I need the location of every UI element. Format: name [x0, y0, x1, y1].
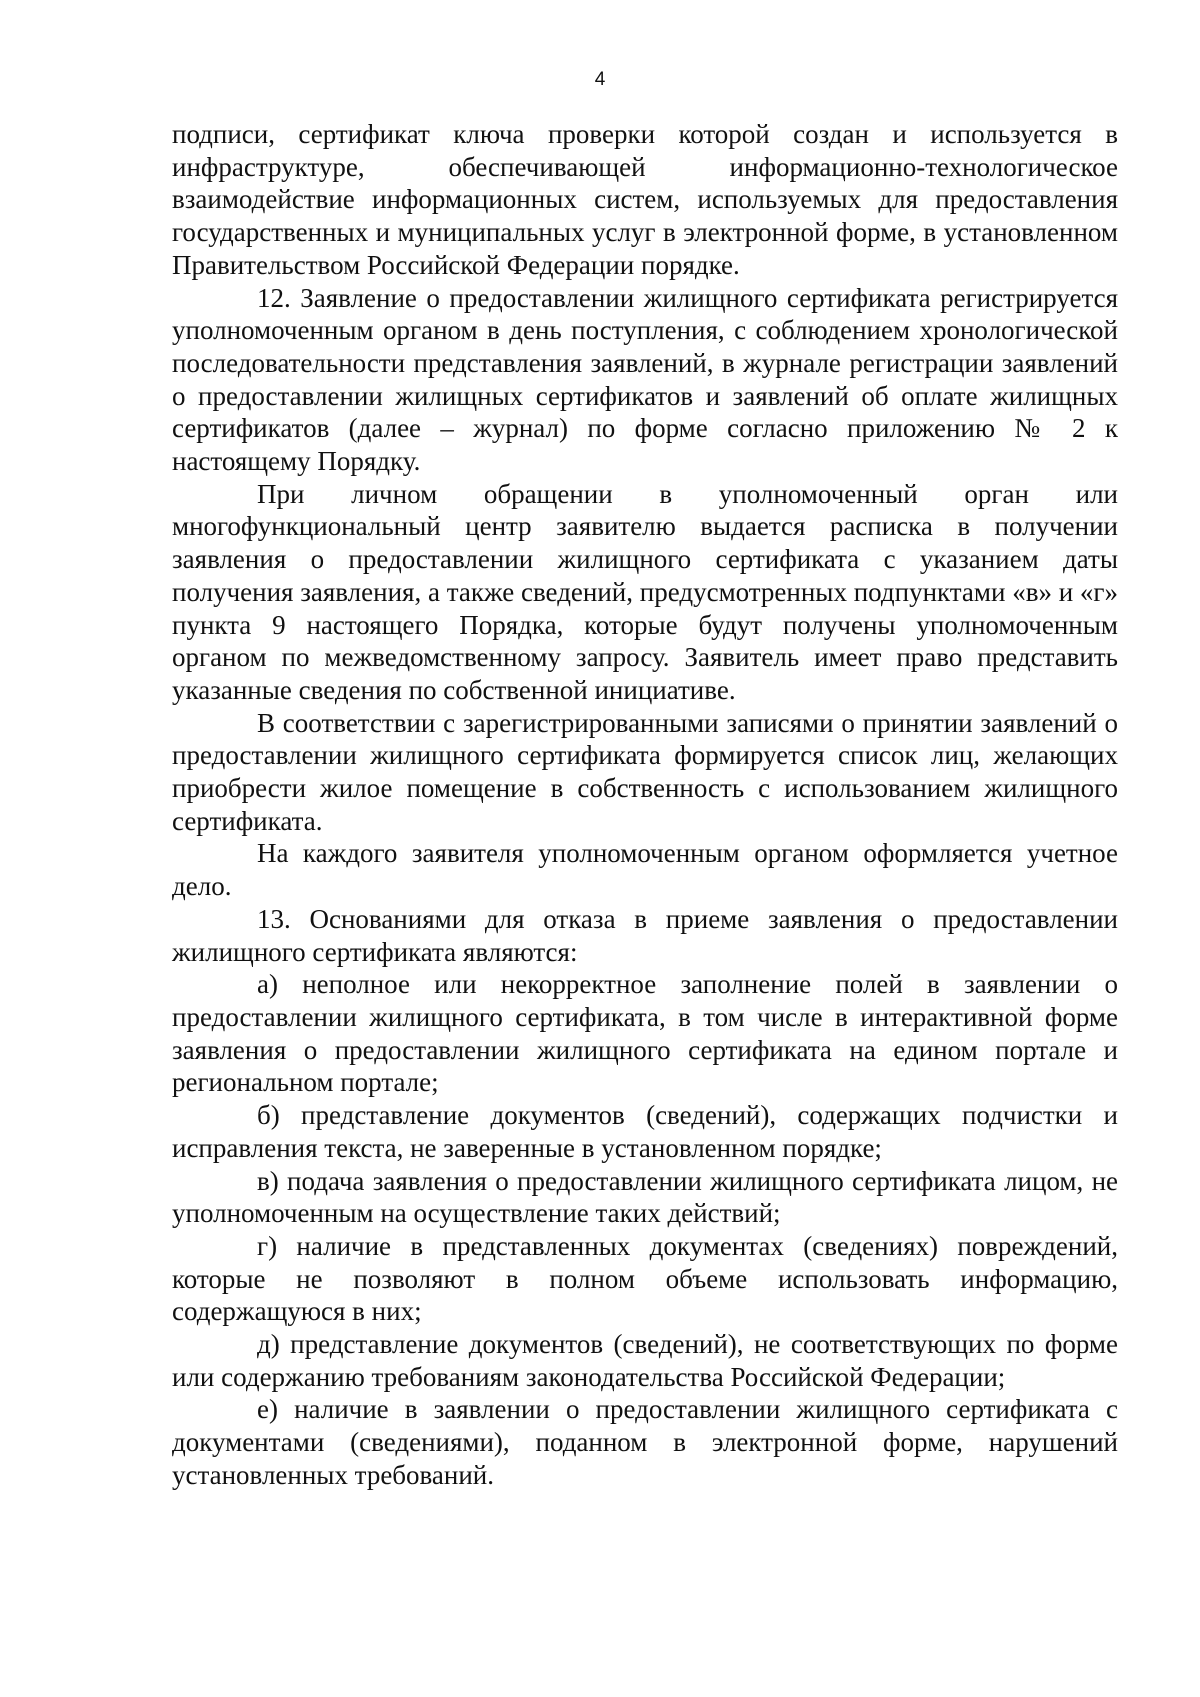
subitem-g: г) наличие в представленных документах (сведениях) повреждений, которые не позволяют в полном объеме использовать информацию, содержащуюся в них; — [172, 1230, 1118, 1327]
paragraph-case-file: На каждого заявителя уполномоченным органом оформляется учетное дело. — [172, 838, 1118, 902]
paragraph-continuation: подписи, сертификат ключа проверки которой создан и используется в инфраструктуре, обеспечивающей информационно-технологическое взаимодействие информационных систем, используемых для предоставления государственных и муниципальных услуг в электронной форме, в установленном Правительством Российской Федерации порядке. — [172, 119, 1118, 280]
paragraph-applicant-list: В соответствии с зарегистрированными записями о принятии заявлений о предоставлении жилищного сертификата формируется список лиц, желающих приобрести жилое помещение в собственность с использованием жилищного сертификата. — [172, 707, 1118, 836]
paragraph-item-13: 13. Основаниями для отказа в приеме заявления о предоставлении жилищного сертификата являются: — [172, 903, 1118, 967]
document-body — [172, 118, 1118, 1492]
subitem-d: д) представление документов (сведений), не соответствующих по форме или содержанию требованиям законодательства Российской Федерации; — [172, 1329, 1118, 1392]
paragraph-item-12: 12. Заявление о предоставлении жилищного сертификата регистрируется уполномоченным органом в день поступления, с соблюдением хронологической последовательности представления заявлений, в журнале регистрации заявлений о предоставлении жилищных сертификатов и заявлений об оплате жилищных сертификатов (далее – журнал) по форме согласно приложению № 2 к настоящему Порядку. — [172, 282, 1118, 477]
paragraph-personal-visit: При личном обращении в уполномоченный орган или многофункциональный центр заявителю выдается расписка в получении заявления о предоставлении жилищного сертификата с указанием даты получения заявления, а также сведений, предусмотренных подпунктами «в» и «г» пункта 9 настоящего Порядка, которые будут получены уполномоченным органом по межведомственному запросу. Заявитель имеет право представить указанные сведения по собственной инициативе. — [172, 478, 1118, 705]
page-number: 4 — [594, 69, 606, 90]
subitem-e: е) наличие в заявлении о предоставлении жилищного сертификата с документами (сведениями), поданном в электронной форме, нарушений установленных требований. — [172, 1394, 1118, 1490]
subitem-a: а) неполное или некорректное заполнение полей в заявлении о предоставлении жилищного сертификата, в том числе в интерактивной форме заявления о предоставлении жилищного сертификата на едином портале и региональном портале; — [172, 969, 1118, 1098]
subitem-v: в) подача заявления о предоставлении жилищного сертификата лицом, не уполномоченным на осуществление таких действий; — [172, 1165, 1118, 1229]
subitem-b: б) представление документов (сведений), содержащих подчистки и исправления текста, не заверенные в установленном порядке; — [172, 1100, 1118, 1163]
